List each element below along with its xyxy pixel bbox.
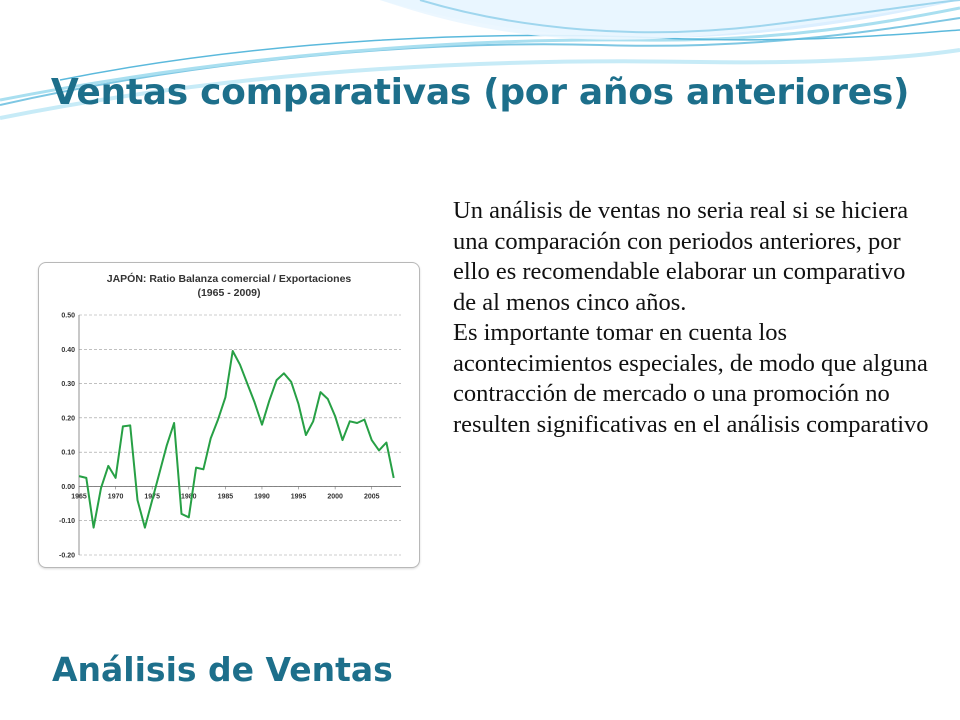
paragraph-2: Es importante tomar en cuenta los acontecimientos especiales, de modo que alguna contracción de mercado o una promoción no resulten significativas en el análisis comparativo (453, 319, 929, 438)
slide-body-text (453, 196, 933, 440)
x-tick-label: 1995 (290, 493, 307, 501)
slide-title: Ventas comparativas (por años anteriores) (50, 72, 910, 113)
chart-panel (38, 262, 420, 568)
y-tick-label: 0.50 (61, 312, 75, 320)
x-tick-label: 1985 (217, 493, 234, 501)
x-tick-label: 1970 (107, 493, 124, 501)
slide-footer: Análisis de Ventas (52, 650, 393, 689)
x-tick-label: 1975 (144, 493, 160, 501)
y-tick-label: 0.00 (61, 483, 75, 491)
y-tick-label: 0.10 (61, 449, 75, 457)
y-tick-label: -0.20 (59, 552, 75, 560)
y-tick-label: -0.10 (59, 518, 75, 526)
series-line (79, 351, 394, 528)
paragraph-1: Un análisis de ventas no seria real si se hiciera una comparación con periodos anteriores, por ello es recomendable elaborar un comparativo de al menos cinco años. (453, 197, 909, 316)
y-tick-label: 0.40 (61, 346, 75, 354)
chart-subtitle: (1965 - 2009) (197, 287, 261, 299)
chart-title: JAPÓN: Ratio Balanza comercial / Exportaciones (106, 273, 352, 285)
y-tick-label: 0.20 (61, 415, 75, 423)
x-tick-label: 2005 (363, 493, 380, 501)
x-tick-label: 1990 (254, 493, 270, 501)
y-tick-label: 0.30 (61, 381, 75, 389)
x-tick-label: 2000 (327, 493, 343, 501)
x-tick-label: 1965 (71, 493, 87, 501)
x-tick-label: 1980 (180, 493, 197, 501)
line-chart (39, 263, 419, 567)
